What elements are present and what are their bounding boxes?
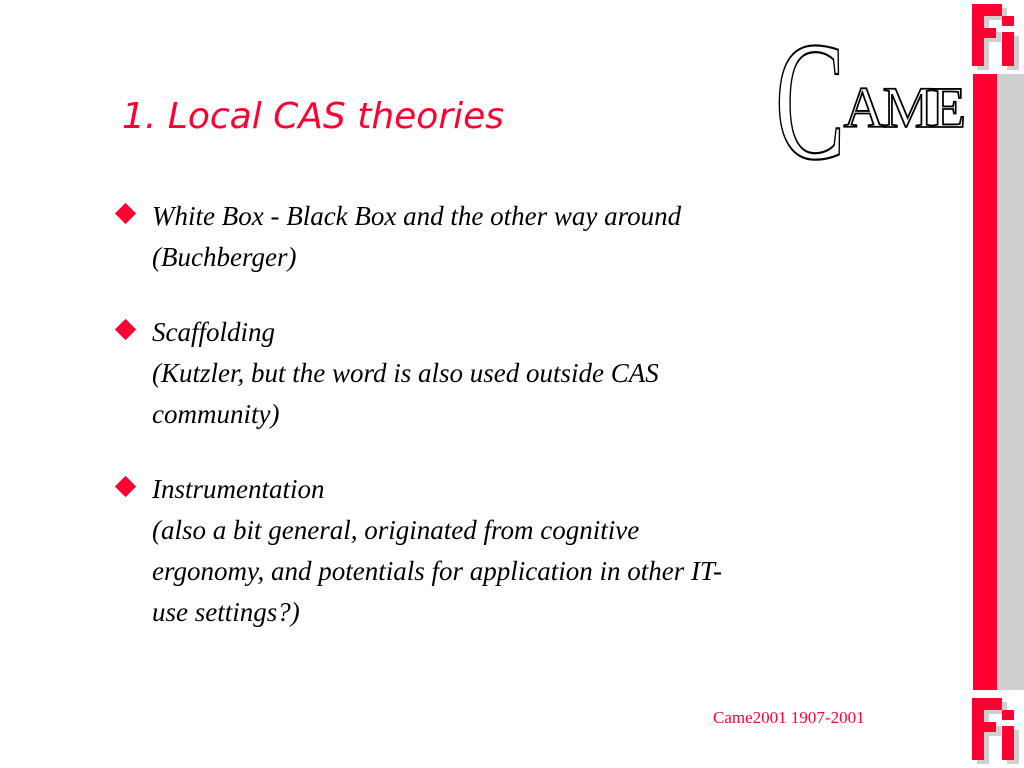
fi-logo-top-icon [968, 2, 1024, 74]
came-logo-c: C [775, 6, 846, 196]
bullet-line: community) [152, 399, 280, 429]
diamond-bullet-icon [115, 476, 136, 497]
came-logo-icon [775, 6, 965, 196]
sidebar-red-stripe [973, 74, 997, 690]
bullet-line: (Kutzler, but the word is also used outside CAS [152, 358, 659, 388]
slide-footer: Came2001 1907-2001 [713, 708, 865, 727]
bullet-line: use settings?) [152, 597, 300, 627]
came-logo-rest: AME [843, 76, 965, 141]
bullet-item [116, 196, 896, 278]
slide-title: 1. Local CAS theories [122, 96, 505, 137]
bullet-item [116, 312, 896, 435]
bullet-line: White Box - Black Box and the other way around [152, 201, 682, 231]
bullet-line: Scaffolding [152, 317, 275, 347]
fi-logo-bottom-icon [968, 696, 1024, 768]
bullet-line: (also a bit general, originated from cognitive [152, 515, 640, 545]
sidebar-grey-stripe [997, 74, 1024, 690]
bullet-line: Instrumentation [152, 474, 325, 504]
bullet-line: ergonomy, and potentials for application in other IT- [152, 556, 722, 586]
diamond-bullet-icon [115, 319, 136, 340]
right-sidebar-stripe [973, 74, 1024, 690]
bullet-item [116, 469, 896, 633]
diamond-bullet-icon [115, 203, 136, 224]
bullet-line: (Buchberger) [152, 242, 297, 272]
bullet-list [116, 196, 896, 667]
